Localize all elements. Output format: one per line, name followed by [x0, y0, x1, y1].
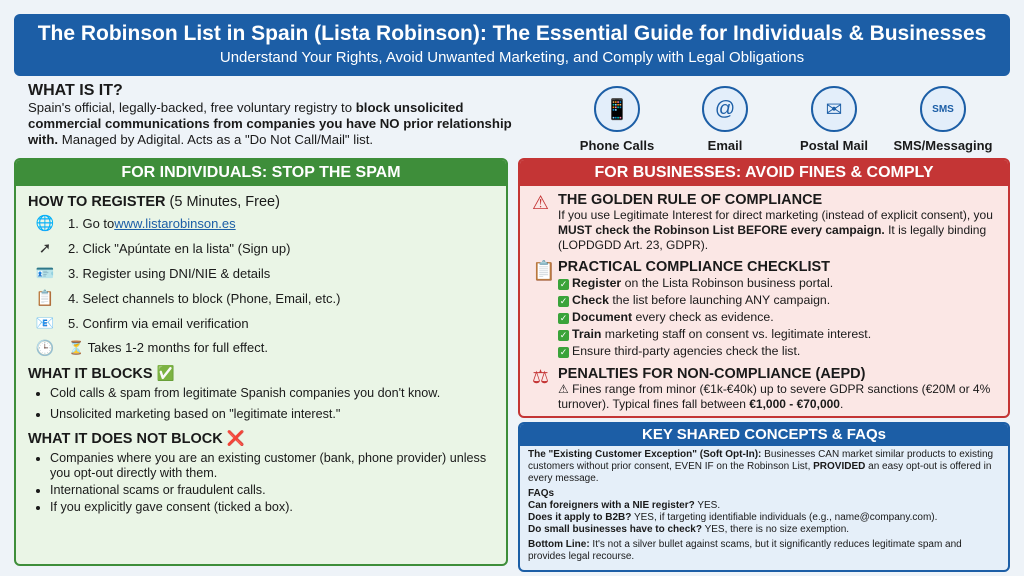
step-text: 3. Register using DNI/NIE & details	[68, 265, 271, 281]
faq-title: KEY SHARED CONCEPTS & FAQs	[520, 424, 1008, 446]
website-link[interactable]: www.listarobinson.es	[114, 215, 236, 231]
email-icon: @	[702, 86, 748, 132]
step-text: 2. Click "Apúntate en la lista" (Sign up)	[68, 240, 291, 256]
blocks-heading: WHAT IT BLOCKS ✅	[28, 366, 175, 382]
text: It's not a silver bullet against scams, but it significantly reduces legitimate spam and provides legal recourse.	[528, 539, 962, 562]
golden-rule-heading: THE GOLDEN RULE OF COMPLIANCE	[558, 192, 823, 208]
blocks-list	[50, 386, 506, 422]
step-3	[34, 264, 506, 282]
golden-rule-text	[558, 208, 998, 253]
checklist-heading: PRACTICAL COMPLIANCE CHECKLIST	[558, 259, 831, 275]
channel-label: Postal Mail	[800, 138, 868, 153]
title-banner	[14, 14, 1010, 76]
cursor-click-icon: ➚	[38, 240, 52, 257]
text: an easy opt-out is offered in every message.	[528, 461, 992, 484]
step-text: 1. Go to	[68, 215, 115, 231]
faq-item	[528, 512, 1000, 524]
text-bold: Check	[572, 293, 609, 307]
warning-icon: ⚠	[532, 193, 550, 214]
text-bold: PROVIDED	[813, 461, 866, 472]
businesses-title: FOR BUSINESSES: AVOID FINES & COMPLY	[520, 160, 1008, 186]
individuals-title: FOR INDIVIDUALS: STOP THE SPAM	[16, 160, 506, 186]
text: It is legally binding (LOPDGDD Art. 23, GDPR).	[558, 223, 987, 252]
faq-item	[528, 500, 1000, 512]
question: Do small businesses have to check?	[528, 524, 702, 535]
text: If you use Legitimate Interest for direct marketing (instead of explicit consent), you	[558, 208, 993, 222]
step-text: ⏳ Takes 1-2 months for full effect.	[68, 340, 268, 355]
check-icon: ✓	[559, 296, 568, 306]
penalties-heading: PENALTIES FOR NON-COMPLIANCE (AEPD)	[558, 366, 866, 382]
faq-panel	[518, 422, 1010, 572]
step-4	[34, 289, 506, 307]
step-5	[34, 314, 506, 332]
text: marketing staff on consent vs. legitimate interest.	[601, 327, 872, 341]
channel-label: Email	[707, 138, 743, 153]
check-icon: ✓	[559, 330, 568, 340]
channel-sms	[888, 86, 998, 153]
text-bold: Train	[572, 327, 602, 341]
list-item: • International scams or fraudulent calls.	[50, 483, 506, 498]
page-title: The Robinson List in Spain (Lista Robinson): The Essential Guide for Individuals & Businesses	[37, 22, 987, 45]
text: the list before launching ANY campaign.	[608, 293, 831, 307]
not-blocks-list	[50, 451, 506, 515]
check-icon: ✓	[559, 347, 568, 357]
text-bold: Register	[572, 276, 622, 290]
text: Managed by Adigital. Acts as a "Do Not Call/Mail" list.	[58, 132, 374, 147]
text: on the Lista Robinson business portal.	[621, 276, 834, 290]
list-item: • Unsolicited marketing based on "legitimate interest."	[50, 407, 506, 422]
text: HOW TO REGISTER	[28, 194, 166, 210]
page-subtitle: Understand Your Rights, Avoid Unwanted Marketing, and Comply with Legal Obligations	[219, 49, 805, 66]
question: Does it apply to B2B?	[528, 512, 632, 523]
checklist-item	[558, 326, 871, 343]
checklist-item	[558, 275, 871, 292]
channel-phone	[562, 86, 672, 153]
text-bold: MUST check the Robinson List BEFORE every campaign.	[558, 223, 885, 237]
checklist	[532, 259, 998, 360]
penalties	[532, 366, 998, 412]
clipboard-icon: 📋	[35, 290, 55, 307]
mail-icon: ✉	[811, 86, 857, 132]
checklist-item	[558, 309, 871, 326]
individuals-panel	[14, 158, 508, 566]
golden-rule	[532, 192, 998, 253]
answer: YES, there is no size exemption.	[701, 524, 850, 535]
id-card-icon: 🪪	[35, 265, 55, 282]
penalties-text	[558, 382, 998, 412]
faqs	[528, 488, 1000, 536]
phone-icon: 📱	[594, 86, 640, 132]
check-icon: ✓	[559, 313, 568, 323]
faq-item	[528, 524, 1000, 536]
list-item: • If you explicitly gave consent (ticked a box).	[50, 500, 506, 515]
text: Spain's official, legally-backed, free voluntary registry to	[28, 100, 356, 115]
list-item: • Companies where you are an existing customer (bank, phone provider) unless you opt-out directly with them.	[50, 451, 506, 481]
text: Ensure third-party agencies check the list.	[572, 344, 801, 358]
text-bold: Bottom Line:	[528, 539, 590, 550]
channel-postal	[779, 86, 889, 153]
text-bold: Document	[572, 310, 633, 324]
channel-label: SMS/Messaging	[893, 138, 993, 153]
what-is-it-section	[28, 82, 518, 148]
text-bold: block unsolicited commercial communications from companies you have NO prior relationship with.	[28, 100, 512, 147]
not-blocks-heading: WHAT IT DOES NOT BLOCK ❌	[28, 431, 245, 447]
text: (5 Minutes, Free)	[165, 194, 280, 210]
checklist-item	[558, 343, 871, 360]
what-description	[28, 100, 518, 148]
existing-customer-exception	[528, 449, 1000, 485]
answer: YES.	[694, 500, 721, 511]
text: .	[839, 397, 844, 411]
email-check-icon: 📧	[35, 315, 55, 332]
globe-icon: 🌐	[35, 215, 55, 232]
text-bold: €1,000 - €70,000	[749, 397, 840, 411]
register-heading	[28, 194, 506, 210]
text: ⚠ Fines range from minor (€1k-€40k) up to severe GDPR sanctions (€20M or 4% turnover). Typical fines fall between	[558, 382, 991, 411]
channel-email	[670, 86, 780, 153]
bottom-line	[528, 539, 1000, 563]
clipboard-icon: 📋	[532, 261, 556, 282]
step-text: 4. Select channels to block (Phone, Email, etc.)	[68, 290, 341, 306]
step-1	[34, 214, 506, 232]
channel-label: Phone Calls	[579, 138, 655, 153]
sms-icon: SMS	[920, 86, 966, 132]
text-bold: The "Existing Customer Exception" (Soft Opt-In):	[528, 449, 762, 460]
answer: YES, if targeting identifiable individuals (e.g., name@company.com).	[631, 512, 938, 523]
gavel-icon: ⚖	[532, 367, 550, 388]
text: Businesses CAN market similar products to existing customers without prior consent, EVEN IF on the Robinson List,	[528, 449, 994, 472]
step-time	[34, 339, 506, 357]
step-2	[34, 239, 506, 257]
what-heading: WHAT IS IT?	[28, 82, 123, 99]
list-item: • Cold calls & spam from legitimate Spanish companies you don't know.	[50, 386, 506, 401]
faqs-heading: FAQs	[528, 488, 555, 499]
checklist-item	[558, 292, 871, 309]
step-text: 5. Confirm via email verification	[68, 315, 249, 331]
check-icon: ✓	[559, 279, 568, 289]
clock-icon: 🕒	[35, 340, 55, 357]
text: every check as evidence.	[632, 310, 774, 324]
businesses-panel	[518, 158, 1010, 418]
question: Can foreigners with a NIE register?	[528, 500, 695, 511]
